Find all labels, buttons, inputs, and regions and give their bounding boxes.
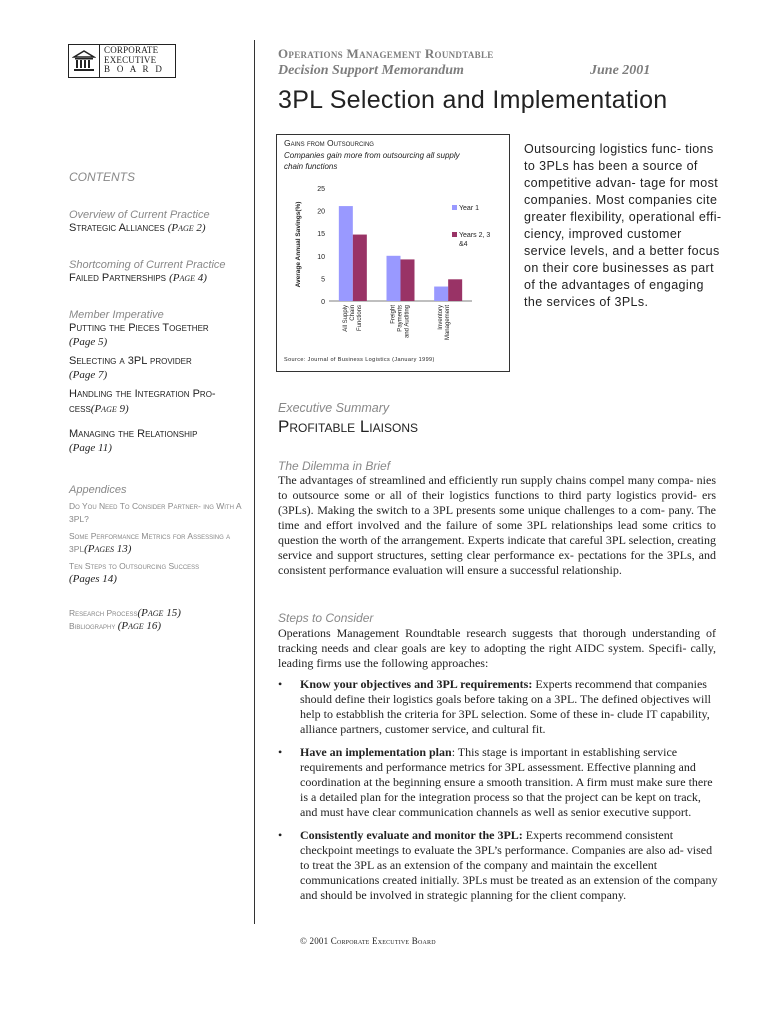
copyright-footer: © 2001 Corporate Executive Board [300,936,436,946]
logo [68,44,176,78]
org-name: Operations Management Roundtable [278,46,494,61]
x-category-label: Freight [390,305,397,324]
approach-list [278,677,718,911]
x-category-label: Functions [356,305,363,332]
bullet-text: : This stage is important in establishing service requirements and performance metrics for 3PL assessment. Effective planning and coordination at the beginning ensure a smooth transition. A firm must make sure there is a detailed plan for the integration process so that the project can be kept on track, and must have clear communication channels as well as senior executive support. [300,745,713,819]
toc-item-putting-pieces[interactable]: Putting the Pieces Together [69,322,209,334]
x-category-label: Payments [397,305,404,332]
toc-item-failed-partnerships[interactable]: Failed Partnerships [69,272,166,284]
y-axis-label: Average Annual Savings(%) [295,201,302,288]
page-title: 3PL Selection and Implementation [278,86,668,114]
toc-back-matter: Research Process(Page 15) Bibliography (Page 16) [69,607,181,632]
steps-heading: Steps to Consider [278,611,374,625]
legend-swatch-year-1 [452,205,457,210]
toc-section-shortcoming: Shortcoming of Current Practice Failed Partnerships (Page 4) [69,259,226,284]
legend-label-years-2-4-cont: &4 [459,241,468,248]
chart-subtitle: Companies gain more from outsourcing all supply [284,151,460,160]
x-category-label: Chain [349,305,356,321]
bullet-text: Experts recommend that companies should define their logistics goals before taking on a 3PL. The defined objectives will help to estabblish the criteria for 3PL selection. Some of these in- clude IT capability, alliance partners, customer service, and cultural fit. [300,677,712,736]
legend-label-year-1: Year 1 [459,205,479,212]
x-category-label: All Supply [342,305,349,332]
bullet-bold: Consistently evaluate and monitor the 3PL: [300,828,523,842]
bar-year-1 [339,206,353,301]
doc-date: June 2001 [590,63,651,78]
toc-item-selecting-3pl[interactable]: Selecting a 3PL provider [69,355,192,367]
bar-years-2-4 [353,235,367,301]
column-divider [254,40,255,924]
chart-title: Gains from Outsourcing [284,138,374,148]
building-icon [69,45,100,77]
steps-text: Operations Management Roundtable research suggests that thorough understanding of tracking needs and clear goals are key to adopting the right AIDC system. Specifi- cally, leading firms use the following approaches: [278,626,716,670]
toc-section-overview: Overview of Current Practice Strategic Alliances (Page 2) [69,209,210,234]
legend-swatch-years-2-4 [452,232,457,237]
toc-item-strategic-alliances[interactable]: Strategic Alliances [69,222,165,234]
y-tick-label: 25 [317,186,325,193]
chart-subtitle: chain functions [284,162,338,171]
logo-line-1: CORPORATE [104,45,159,55]
toc-app-1[interactable]: Do You Need To Consider Partner- ing With A 3PL? [69,501,242,524]
toc-research[interactable]: Research Process [69,608,138,618]
exec-summary-label: Executive Summary [278,401,390,415]
list-item [278,745,718,820]
bullet-icon: • [278,828,283,842]
x-category-label: and Auditing [404,305,411,339]
x-category-label: Inventory [438,305,445,330]
toc-section-imperative: Member Imperative Putting the Pieces Together (Page 5) Selecting a 3PL provider (Page 7) Handling the Integration Pro- cess(Page 9) Managing the Relationship (Page 11) [69,309,249,454]
chart-source: Source: Journal of Business Logistics (January 1999) [284,357,435,363]
logo-line-2: EXECUTIVE [104,54,157,65]
chart-box [276,134,510,372]
toc-item-managing-relationship[interactable]: Managing the Relationship [69,428,198,440]
chart-svg [277,135,509,371]
bullet-bold: Have an implementation plan [300,745,452,759]
contents-label: CONTENTS [69,170,135,184]
y-tick-label: 5 [321,276,325,284]
bullet-icon: • [278,745,283,759]
intro-text: Outsourcing logistics func- tions to 3PLs has been a source of competitive advan- tage for most companies. Most companies cite greater flexibility, operational effi- ciency, improved customer service levels, and a better focus on their core businesses as part of the advantages of engaging the services of 3PLs. [524,142,722,309]
y-tick-label: 20 [317,208,325,216]
list-item [278,677,718,737]
legend-label-years-2-4: Years 2, 3 [459,232,491,239]
dilemma-heading: The Dilemma in Brief [278,459,391,473]
bullet-bold: Know your objectives and 3PL requirements: [300,677,533,691]
dilemma-text: The advantages of streamlined and efficiently run supply chains compel many compa- nies to outsource some or all of their logistics functions to third party logistics provid- ers (3PLs). Making the switch to a 3PL presents some unique challenges to a com- pany. The time and effort involved and the failure of some 3PL relationships lead some critics to question the worth of the arrangement. Experts indicate that careful 3PL selection, creating service and support structures, setting clear performance ex- pectations for the 3PLs, and consistent performance evaluation will ensure a successful relationship. [278,473,716,577]
bar-years-2-4 [401,259,415,301]
bar-years-2-4 [448,279,462,301]
bar-year-1 [387,256,401,301]
toc-app-3[interactable]: Ten Steps to Outsourcing Success [69,561,200,571]
bullet-text: Experts recommend consistent checkpoint meetings to evaluate the 3PL’s performance. Companies are also ad- vised to treat the 3PL as an extension of the company and maintain the excellent communications created initially. 3PLs must be treated as an extension of the company and should be involved in strategic planning for the client company. [300,828,718,902]
logo-line-3: B O A R D [104,64,165,74]
toc-appendices: Appendices Do You Need To Consider Partner- ing With A 3PL? Some Performance Metrics for Assessing a 3PL(Pages 13) Ten Steps to Outsourcing Success (Pages 14) [69,484,249,585]
y-tick-label: 0 [321,299,325,306]
bar-year-1 [434,287,448,301]
toc-app-2[interactable]: Some Performance Metrics for Assessing a 3PL [69,531,231,554]
y-tick-label: 15 [317,231,325,239]
y-tick-label: 10 [317,253,325,261]
toc-item-integration[interactable]: Handling the Integration Pro- cess [69,388,216,415]
toc-bibliography[interactable]: Bibliography [69,621,116,631]
bullet-icon: • [278,677,283,691]
section-title: Profitable Liaisons [278,417,418,436]
x-category-label: Management [445,305,452,341]
list-item [278,828,718,903]
doc-type: Decision Support Memorandum [278,63,464,78]
